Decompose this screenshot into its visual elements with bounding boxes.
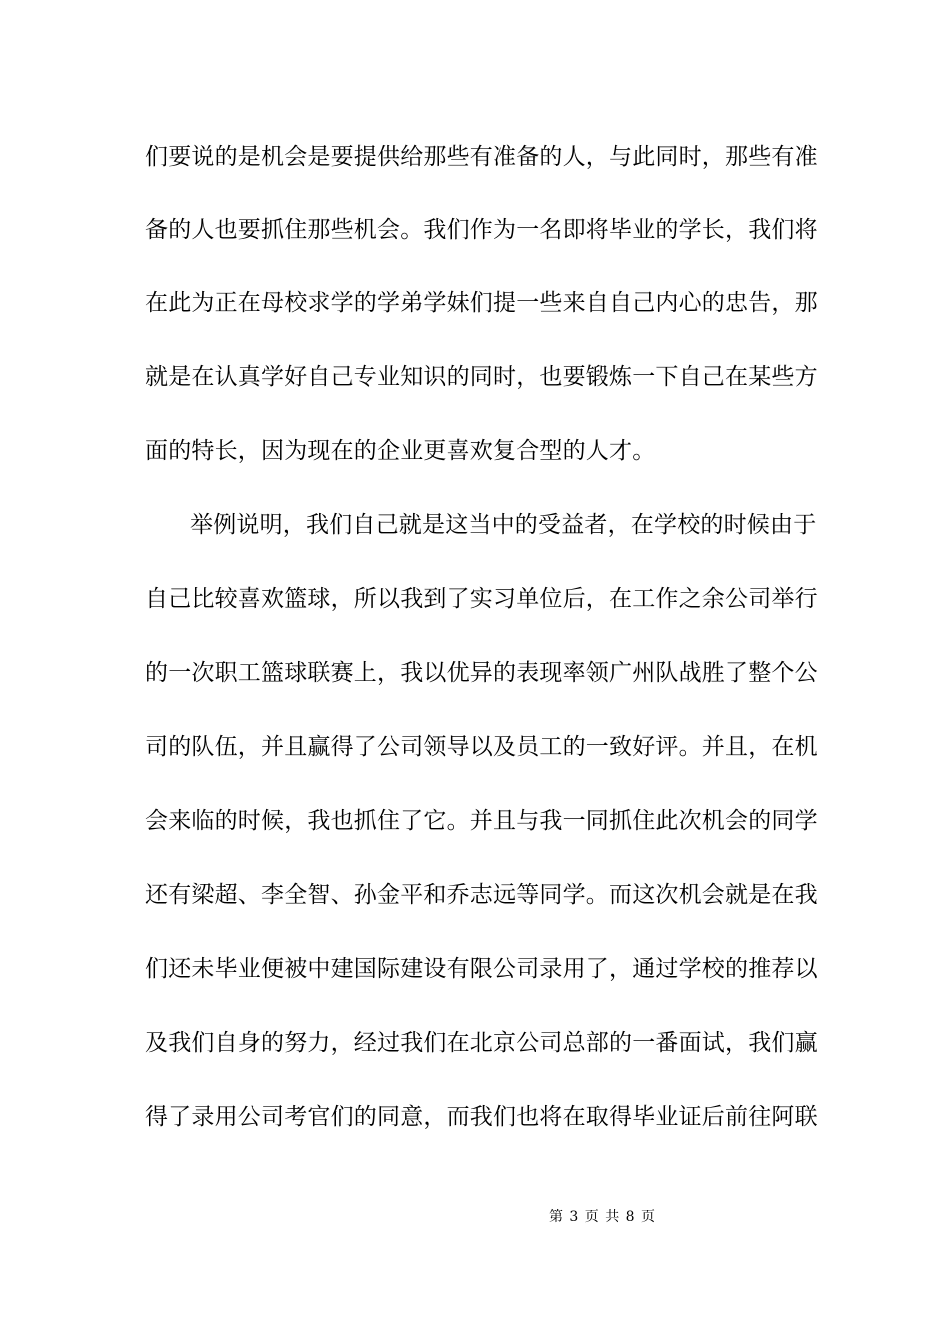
paragraph-line: 备的人也要抓住那些机会。我们作为一名即将毕业的学长，我们将 — [145, 217, 818, 243]
paragraph-line: 的一次职工篮球联赛上，我以优异的表现率领广州队战胜了整个公 — [145, 660, 818, 686]
page-footer — [0, 1208, 950, 1226]
paragraph-line: 司的队伍，并且赢得了公司领导以及员工的一致好评。并且，在机 — [145, 734, 818, 760]
paragraph-line: 自己比较喜欢篮球，所以我到了实习单位后，在工作之余公司举行 — [145, 586, 818, 612]
paragraph-line: 就是在认真学好自己专业知识的同时，也要锻炼一下自己在某些方 — [145, 364, 818, 390]
paragraph-line: 面的特长，因为现在的企业更喜欢复合型的人才。 — [145, 438, 656, 464]
paragraph-line: 及我们自身的努力，经过我们在北京公司总部的一番面试，我们赢 — [145, 1030, 818, 1056]
paragraph-line: 会来临的时候，我也抓住了它。并且与我一同抓住此次机会的同学 — [145, 808, 818, 834]
paragraph-line: 得了录用公司考官们的同意，而我们也将在取得毕业证后前往阿联 — [145, 1104, 818, 1130]
paragraph-line: 举例说明，我们自己就是这当中的受益者，在学校的时候由于 — [190, 512, 817, 538]
page-number: 第 3 页 共 8 页 — [548, 1209, 657, 1225]
paragraph-line: 们还未毕业便被中建国际建设有限公司录用了，通过学校的推荐以 — [145, 956, 818, 982]
paragraph-line: 在此为正在母校求学的学弟学妹们提一些来自自己内心的忠告，那 — [145, 290, 818, 316]
paragraph-line: 们要说的是机会是要提供给那些有准备的人，与此同时，那些有准 — [145, 144, 818, 170]
paragraph-line: 还有梁超、李全智、孙金平和乔志远等同学。而这次机会就是在我 — [145, 882, 818, 908]
